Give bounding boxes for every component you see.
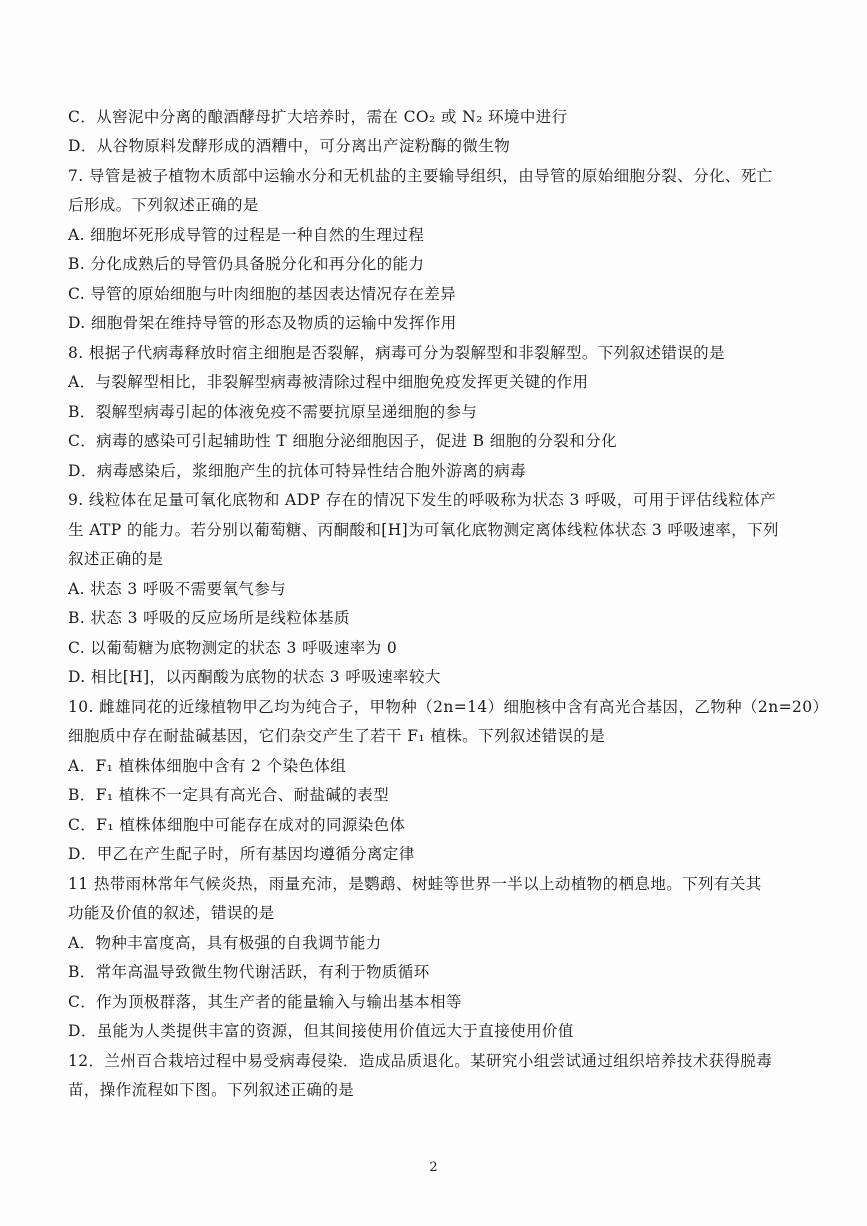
q8-option-a: A．与裂解型相比，非裂解型病毒被清除过程中细胞免疫发挥更关键的作用 (68, 373, 589, 391)
q11-stem-line-2: 功能及价值的叙述，错误的是 (68, 904, 275, 922)
prev-question-option-c: C．从窖泥中分离的酿酒酵母扩大培养时，需在 CO₂ 或 N₂ 环境中进行 (68, 108, 568, 126)
q11-option-c: C．作为顶极群落，其生产者的能量输入与输出基本相等 (68, 993, 462, 1011)
q9-stem-line-1: 9. 线粒体在足量可氧化底物和 ADP 存在的情况下发生的呼吸称为状态 3 呼吸，可用于评估线粒体产 (68, 491, 776, 509)
q10-stem-line-2: 细胞质中存在耐盐碱基因，它们杂交产生了若干 F₁ 植株。下列叙述错误的是 (68, 727, 606, 745)
q7-stem-line-2: 后形成。下列叙述正确的是 (68, 196, 259, 214)
q8-option-d: D．病毒感染后，浆细胞产生的抗体可特异性结合胞外游离的病毒 (68, 462, 527, 480)
q9-stem-line-3: 叙述正确的是 (68, 550, 164, 568)
q9-option-b: B. 状态 3 呼吸的反应场所是线粒体基质 (68, 609, 350, 627)
page-number: 2 (429, 1160, 438, 1175)
q10-option-c: C．F₁ 植株体细胞中可能存在成对的同源染色体 (68, 816, 406, 834)
q10-stem-line-1: 10. 雌雄同花的近缘植物甲乙均为纯合子，甲物种（2n=14）细胞核中含有高光合基因，乙物种（2n=20） (68, 698, 828, 716)
q9-stem-line-2: 生 ATP 的能力。若分别以葡萄糖、丙酮酸和[H]为可氧化底物测定离体线粒体状态 3 呼吸速率，下列 (68, 521, 779, 539)
q8-option-b: B．裂解型病毒引起的体液免疫不需要抗原呈递细胞的参与 (68, 403, 478, 421)
q9-option-a: A. 状态 3 呼吸不需要氧气参与 (68, 580, 287, 598)
q7-option-a: A. 细胞坏死形成导管的过程是一种自然的生理过程 (68, 226, 425, 244)
q7-option-c: C. 导管的原始细胞与叶肉细胞的基因表达情况存在差异 (68, 285, 457, 303)
q11-option-b: B．常年高温导致微生物代谢活跃，有利于物质循环 (68, 963, 430, 981)
q7-option-d: D. 细胞骨架在维持导管的形态及物质的运输中发挥作用 (68, 314, 457, 332)
q12-stem-line-2: 苗，操作流程如下图。下列叙述正确的是 (68, 1081, 355, 1099)
q7-option-b: B. 分化成熟后的导管仍具备脱分化和再分化的能力 (68, 255, 425, 273)
prev-question-option-d: D．从谷物原料发酵形成的酒糟中，可分离出产淀粉酶的微生物 (68, 137, 511, 155)
q10-option-b: B．F₁ 植株不一定具有高光合、耐盐碱的表型 (68, 786, 390, 804)
q11-option-d: D．虽能为人类提供丰富的资源，但其间接使用价值远大于直接使用价值 (68, 1022, 574, 1040)
q9-option-d: D. 相比[H]，以丙酮酸为底物的状态 3 呼吸速率较大 (68, 668, 441, 686)
q7-stem-line-1: 7. 导管是被子植物木质部中运输水分和无机盐的主要输导组织，由导管的原始细胞分裂、分化、死亡 (68, 167, 773, 185)
q11-stem-line-1: 11 热带雨林常年气候炎热，雨量充沛，是鹦鹉、树蛙等世界一半以上动植物的栖息地。下列有关其 (68, 875, 762, 893)
q9-option-c: C. 以葡萄糖为底物测定的状态 3 呼吸速率为 0 (68, 639, 398, 657)
q8-stem-line-1: 8. 根据子代病毒释放时宿主细胞是否裂解，病毒可分为裂解型和非裂解型。下列叙述错误的是 (68, 344, 725, 362)
q10-option-d: D．甲乙在产生配子时，所有基因均遵循分离定律 (68, 845, 415, 863)
q10-option-a: A．F₁ 植株体细胞中含有 2 个染色体组 (68, 757, 347, 775)
q11-option-a: A．物种丰富度高，具有极强的自我调节能力 (68, 934, 382, 952)
q12-stem-line-1: 12．兰州百合栽培过程中易受病毒侵染．造成品质退化。某研究小组尝试通过组织培养技术获得脱毒 (68, 1052, 773, 1070)
q8-option-c: C．病毒的感染可引起辅助性 T 细胞分泌细胞因子，促进 B 细胞的分裂和分化 (68, 432, 617, 450)
